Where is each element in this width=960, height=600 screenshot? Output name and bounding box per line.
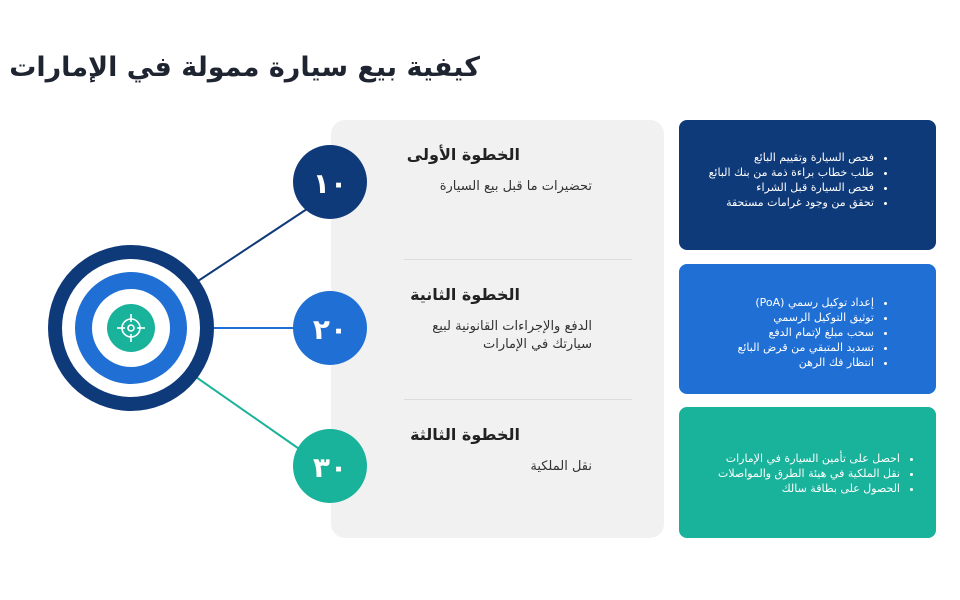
- step-1-details-box: [679, 120, 936, 250]
- list-item: • انتظار فك الرهن: [689, 355, 874, 370]
- step-1-number: ١٠: [312, 167, 348, 200]
- list-item: • نقل الملكية في هيئة الطرق والمواصلات: [689, 466, 900, 481]
- list-item: • إعداد توكيل رسمي (PoA): [689, 295, 874, 310]
- step-2-title: الخطوة الثانية: [410, 285, 520, 304]
- step-2-desc: الدفع والإجراءات القانونية لبيع سيارتك في الإمارات: [432, 319, 592, 352]
- list-item: • الحصول على بطاقة سالك: [689, 481, 900, 496]
- list-item: • احصل على تأمين السيارة في الإمارات: [689, 451, 900, 466]
- connector-line-1: [198, 207, 310, 281]
- list-item: • سحب مبلغ لإتمام الدفع: [689, 325, 874, 340]
- page-title: كيفية بيع سيارة ممولة في الإمارات: [9, 52, 480, 83]
- step-3-desc: نقل الملكية: [530, 459, 592, 474]
- step-3-number-badge: [293, 429, 367, 503]
- step-2-number-badge: [293, 291, 367, 365]
- step-3-title: الخطوة الثالثة: [410, 425, 520, 444]
- list-item: • تسديد المتبقي من قرض البائع: [689, 340, 874, 355]
- list-item: • توثيق التوكيل الرسمي: [689, 310, 874, 325]
- step-2-number: ٢٠: [312, 313, 348, 346]
- list-item: • تحقق من وجود غرامات مستحقة: [689, 195, 874, 210]
- step-3-details-box: [679, 407, 936, 538]
- target-icon: [48, 245, 214, 411]
- list-item: • فحص السيارة وتقييم البائع: [689, 150, 874, 165]
- step-1-title: الخطوة الأولى: [406, 145, 520, 164]
- step-1-number-badge: [293, 145, 367, 219]
- list-item: • فحص السيارة قبل الشراء: [689, 180, 874, 195]
- list-item: • طلب خطاب براءة ذمة من بنك البائع: [689, 165, 874, 180]
- step-2-details-box: [679, 264, 936, 394]
- step-3-number: ٣٠: [312, 451, 348, 484]
- step-1-desc: تحضيرات ما قبل بيع السيارة: [439, 179, 592, 194]
